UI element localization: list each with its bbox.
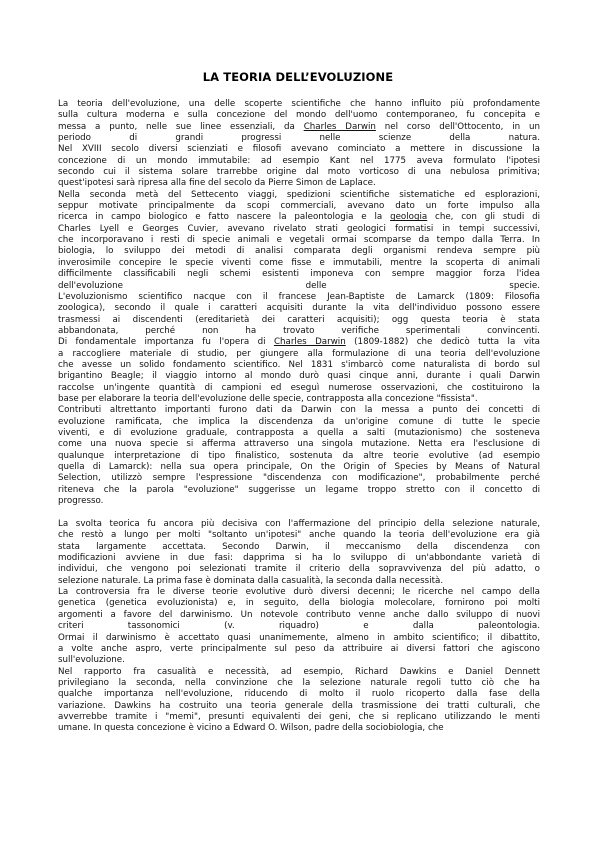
text-line: abbandonata, perché non ha trovato verifiche sperimentali convincenti. [58,325,540,336]
text-line: che avesse un solido fondamento scientifico. Nel 1831 s'imbarcò come naturalista di bordo sul [58,359,540,370]
text-line: Nel rapporto fra casualità e necessità, ad esempio, Richard Dawkins e Daniel Dennett [58,666,540,677]
text-line: secondo cui il sistema solare trarrebbe origine dal moto vorticoso di una nebulosa primitiva; [58,167,540,178]
text-line: Charles Lyell e Georges Cuvier, avevano rivelato strati geologici formatisi in tempi successivi, [58,223,540,234]
text-line: La controversia fra le diverse teorie evolutive durò diversi decenni; le ricerche nel campo della [58,587,540,598]
text-line: variazione. Dawkins ha costruito una teoria generale della trasmissione dei tratti culturali, che [58,700,540,711]
text-line: difficilmente classificabili negli schemi esistenti imponeva con sempre maggior forza l'idea [58,269,540,280]
text-line: evoluzione ramificata, che implica la discendenza da un'origine comune di tutte le specie [58,416,540,427]
text-line: che restò a lungo per molti "soltanto un'ipotesi" anche quando la teoria dell'evoluzione era già [58,530,540,541]
text-line: Nella seconda metà del Settecento viaggi, spedizioni scientifiche sistematiche ed esplorazioni, [58,189,540,200]
text-line: riteneva che la parola "evoluzione" suggerisse un legame troppo stretto con il concetto di [58,484,540,495]
text-line: genetica (genetica evoluzionista) e, in seguito, della biologia molecolare, fornirono poi molti [58,598,540,609]
text-line: quest'ipotesi sarà ripresa alla fine del secolo da Pierre Simon de Laplace. [58,178,376,189]
text-line: inverosimile concepire le specie viventi come fisse e immutabili, mentre la scoperta di animali [58,257,540,268]
text-line: individui, che vengono poi selezionati tramite il criterio della sopravvivenza del più adatto, o [58,564,540,575]
text-line: modificazioni avviene in due fasi: dapprima si ha lo sviluppo di un'abbondante varietà di [58,553,540,564]
text-line: come una nuova specie si afferma attraverso una singola mutazione. Netta era l'esclusione di [58,439,540,450]
text-line: raccolse un'ingente quantità di campioni ed eseguì numerose osservazioni, che costituirono la [58,382,540,393]
text-line: stata largamente accettata. Secondo Darwin, il meccanismo della discendenza con [58,541,540,552]
document-body [58,99,540,735]
text-line: umane. In questa concezione è vicino a Edward O. Wilson, padre della sociobiologia, che [58,723,444,734]
text-line: seppur motivate principalmente da scopi commerciali, avevano dato un forte impulso alla [58,201,540,212]
text-line: a volte anche aspro, verte principalmente sul peso da attribuire ai diversi fattori che agiscono [58,643,540,654]
text-line: periodo di grandi progressi nelle scienze della natura. [58,133,540,144]
inline-link[interactable]: Charles Darwin [303,121,376,132]
inline-link[interactable]: Charles Darwin [273,337,346,348]
text-line: criteri tassonomici (v. riquadro) e dalla paleontologia. [58,621,540,632]
paragraph-gap [58,507,540,519]
text-line: Nel XVIII secolo diversi scienziati e filosofi avevano cominciato a mettere in discussione la [58,144,540,155]
text-line: sulla cultura moderna e sulla concezione del mondo dell'uomo contemporaneo, fu concepita e [58,110,540,121]
text-line: trasmessi ai discendenti (ereditarietà dei caratteri acquisiti); ogg questa teoria è stata [58,314,540,325]
text-line: quella di Lamarck): nella sua opera principale, On the Origin of Species by Means of Natural [58,462,540,472]
text-line: argomenti a favore del darwinismo. Un notevole contributo venne anche dallo sviluppo di nuovi [58,609,540,620]
text-line: viventi, e di evoluzione graduale, contrapposta a quella a salti (mutazionismo) che sosteneva [58,427,540,438]
text-line: dell'evoluzione delle specie. [58,280,540,291]
text-line: Contributi altrettanto importanti furono dati da Darwin con la messa a punto dei concetti di [58,405,540,416]
text-line: Di fondamentale importanza fu l'opera di Charles Darwin (1809-1882) che dedicò tutta la vita [58,337,540,348]
text-line: La svolta teorica fu ancora più decisiva con l'affermazione del principio della selezione naturale, [58,519,540,530]
text-line: messa a punto, nelle sue linee essenziali, da Charles Darwin nel corso dell'Ottocento, in un [58,121,540,132]
inline-link[interactable]: geologia [390,212,428,223]
paragraph-1 [58,99,540,507]
text-line: biologia, lo sviluppo dei metodi di analisi comparata degli organismi rendeva sempre più [58,246,540,257]
text-line: zoologica), secondo il quale i caratteri acquisiti durante la vita dell'individuo possono essere [58,303,540,314]
text-line: Ormai il darwinismo è accettato quasi unanimemente, almeno in ambito scientifico; il dibattito, [58,632,540,643]
text-line: base per elaborare la teoria dell'evoluzione delle specie, contrapposta alla concezione "fissista". [58,393,478,404]
paragraph-2 [58,519,540,735]
text-line: progresso. [58,496,104,507]
text-line: qualche importanza nell'evoluzione, riducendo di molto il ruolo ricoperto dalla fase della [58,689,540,700]
text-line: concezione di un mondo immutabile: ad esempio Kant nel 1775 aveva formulato l'ipotesi [58,155,540,166]
text-line: avverrebbe tramite i "memi", presunti equivalenti dei geni, che si replicano utilizzando le menti [58,711,540,722]
text-line: a raccogliere materiale di studio, per giungere alla formulazione di una teoria dell'evoluzione [58,348,540,359]
text-line: selezione naturale. La prima fase è dominata dalla casualità, la seconda dalla necessità. [58,575,444,586]
text-line: La teoria dell'evoluzione, una delle scoperte scientifiche che hanno influito più profondamente [58,99,540,109]
text-line: L'evoluzionismo scientifico nacque con il francese Jean-Baptiste de Lamarck (1809: Filosofia [58,291,540,302]
text-line: Selection, utilizzò sempre l'espressione "discendenza con modificazione", probabilmente perché [58,473,540,484]
text-line: brigantino Beagle; il viaggio intorno al mondo durò quasi cinque anni, durante i quali Darwin [58,371,540,382]
text-line: privilegiano la seconda, nella convinzione che la selezione naturale regoli tutto ciò che ha [58,677,540,688]
document-title: LA TEORIA DELL’EVOLUZIONE [202,70,394,84]
text-line: ricerca in campo biologico e fatto nascere la paleontologia e la geologia che, con gli studi di [58,212,541,223]
text-line: sull'evoluzione. [58,655,125,666]
text-line: qualunque interpretazione di tipo finalistico, sostenuta da altre teorie evolutive (ad esempio [58,450,540,461]
text-line: che incorporavano i resti di specie animali e vegetali ormai scomparse da tempo dalla Terra. In [58,235,540,246]
